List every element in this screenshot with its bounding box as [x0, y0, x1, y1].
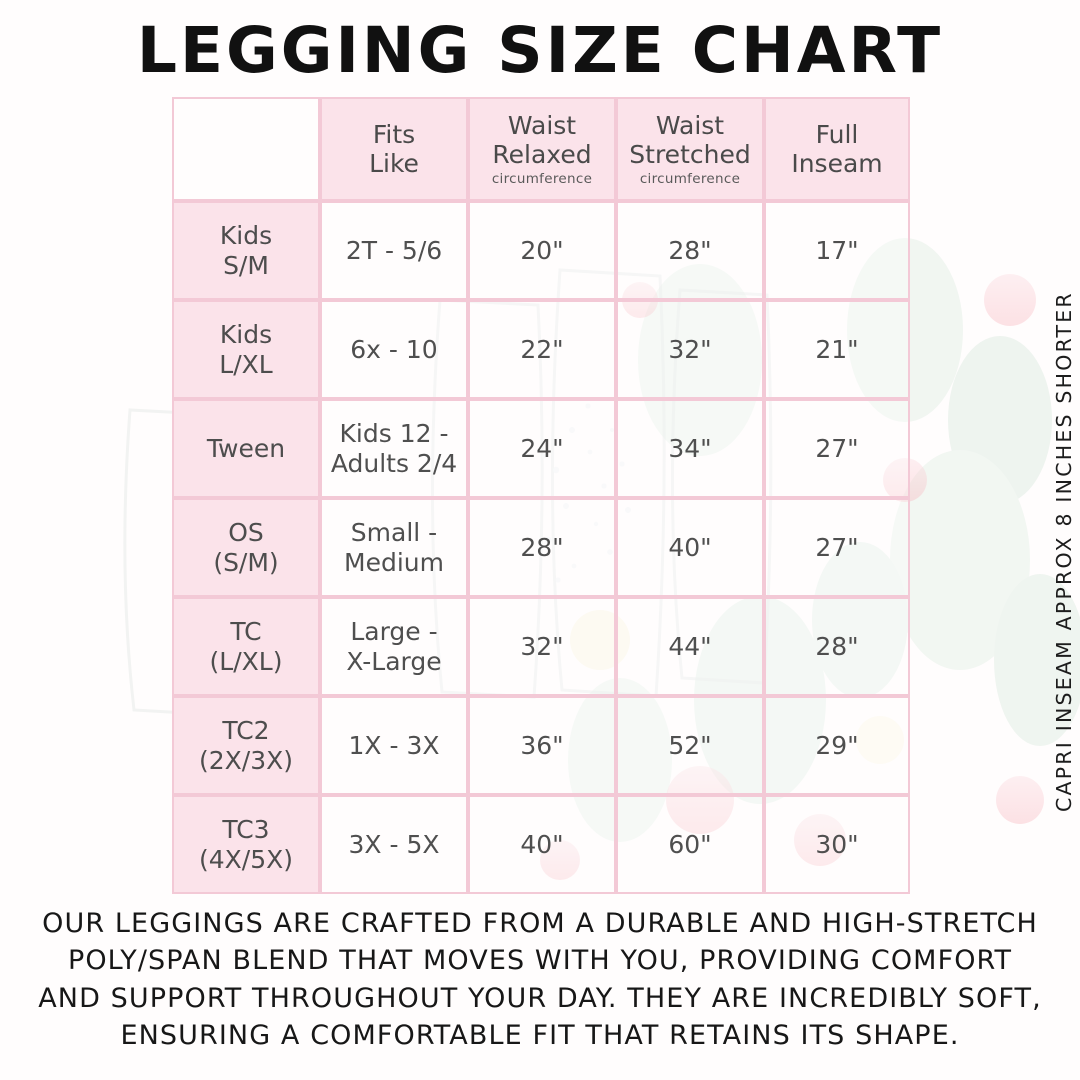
column-header-line2: Inseam — [791, 149, 883, 178]
cell-line2: Adults 2/4 — [330, 448, 458, 478]
description-line-2: POLY/SPAN BLEND THAT MOVES WITH YOU, PROVIDING COMFORT — [67, 945, 1013, 977]
cell-waist-relaxed: 36" — [468, 696, 616, 795]
description-line-1: OUR LEGGINGS ARE CRAFTED FROM A DURABLE AND HIGH-STRETCH — [42, 908, 1038, 939]
row-size-line2: (L/XL) — [209, 646, 283, 676]
cell-full-inseam: 30" — [764, 795, 910, 894]
corner-cell — [172, 97, 320, 201]
cell-fits-like — [320, 597, 468, 696]
column-header-full-inseam — [764, 97, 910, 201]
row-header-size — [172, 597, 320, 696]
cell-full-inseam: 17" — [764, 201, 910, 300]
cell-waist-stretched: 44" — [616, 597, 764, 696]
page-title: LEGGING SIZE CHART — [136, 14, 944, 87]
size-chart-table — [172, 97, 910, 894]
capri-inseam-note — [1022, 252, 1076, 812]
cell-line1: Small - — [350, 517, 438, 547]
cell-line1: 2T - 5/6 — [345, 235, 443, 265]
row-size-line1: TC3 — [222, 814, 270, 844]
cell-line1: 1X - 3X — [348, 730, 440, 760]
cell-waist-stretched: 60" — [616, 795, 764, 894]
row-size-line2: (4X/5X) — [199, 844, 293, 874]
column-header-waist-relaxed — [468, 97, 616, 201]
table-row — [172, 696, 910, 795]
product-description — [0, 905, 1080, 1054]
description-line-3: AND SUPPORT THROUGHOUT YOUR DAY. THEY ARE INCREDIBLY SOFT, — [38, 982, 1042, 1014]
size-chart-table-wrap — [172, 97, 910, 894]
column-header-line2: Relaxed — [492, 140, 592, 170]
row-size-line1: Tween — [206, 433, 286, 463]
cell-fits-like — [320, 399, 468, 498]
row-header-size — [172, 795, 320, 894]
table-row — [172, 795, 910, 894]
cell-waist-relaxed: 28" — [468, 498, 616, 597]
cell-waist-relaxed: 32" — [468, 597, 616, 696]
row-size-line1: TC — [230, 616, 262, 646]
row-header-size — [172, 300, 320, 399]
column-header-line1: Waist — [507, 110, 577, 140]
column-header-line1: Waist — [655, 110, 725, 140]
table-row — [172, 498, 910, 597]
cell-line1: Large - — [350, 616, 438, 646]
table-row — [172, 597, 910, 696]
cell-waist-relaxed: 40" — [468, 795, 616, 894]
cell-line2: Medium — [344, 547, 444, 577]
row-header-size — [172, 498, 320, 597]
cell-fits-like — [320, 300, 468, 399]
row-size-line2: L/XL — [219, 349, 273, 379]
column-header-sub: circumference — [491, 170, 593, 187]
column-header-sub: circumference — [639, 170, 741, 187]
capri-inseam-note-text: CAPRI INSEAM APPROX 8 INCHES SHORTER — [1052, 291, 1076, 812]
column-header-fits-like — [320, 97, 468, 201]
row-size-line1: OS — [228, 517, 264, 547]
cell-full-inseam: 29" — [764, 696, 910, 795]
cell-waist-relaxed: 20" — [468, 201, 616, 300]
row-header-size — [172, 399, 320, 498]
cell-waist-relaxed: 24" — [468, 399, 616, 498]
column-header-line1: Full — [815, 119, 859, 149]
cell-fits-like — [320, 201, 468, 300]
cell-line1: 3X - 5X — [348, 829, 440, 859]
row-size-line2: S/M — [223, 250, 269, 280]
row-size-line2: (2X/3X) — [199, 745, 293, 775]
row-header-size — [172, 696, 320, 795]
cell-fits-like — [320, 696, 468, 795]
column-header-waist-stretched — [616, 97, 764, 201]
table-row — [172, 399, 910, 498]
description-line-4: ENSURING A COMFORTABLE FIT THAT RETAINS ITS SHAPE. — [120, 1019, 960, 1051]
cell-line2: X-Large — [346, 646, 442, 676]
cell-fits-like — [320, 498, 468, 597]
column-header-line1: Fits — [372, 119, 416, 149]
cell-full-inseam: 27" — [764, 399, 910, 498]
table-body — [172, 201, 910, 894]
cell-waist-stretched: 32" — [616, 300, 764, 399]
table-row — [172, 201, 910, 300]
row-size-line1: Kids — [219, 220, 273, 250]
cell-waist-relaxed: 22" — [468, 300, 616, 399]
cell-waist-stretched: 34" — [616, 399, 764, 498]
cell-full-inseam: 21" — [764, 300, 910, 399]
table-header — [172, 97, 910, 201]
column-header-line2: Stretched — [629, 140, 751, 170]
cell-full-inseam: 27" — [764, 498, 910, 597]
cell-waist-stretched: 52" — [616, 696, 764, 795]
row-size-line2: (S/M) — [213, 547, 279, 577]
column-header-line2: Like — [369, 149, 419, 178]
row-header-size — [172, 201, 320, 300]
row-size-line1: TC2 — [222, 715, 270, 745]
cell-waist-stretched: 28" — [616, 201, 764, 300]
row-size-line1: Kids — [219, 319, 273, 349]
table-row — [172, 300, 910, 399]
cell-line1: 6x - 10 — [350, 334, 438, 364]
cell-line1: Kids 12 - — [339, 418, 449, 448]
cell-fits-like — [320, 795, 468, 894]
cell-full-inseam: 28" — [764, 597, 910, 696]
cell-waist-stretched: 40" — [616, 498, 764, 597]
